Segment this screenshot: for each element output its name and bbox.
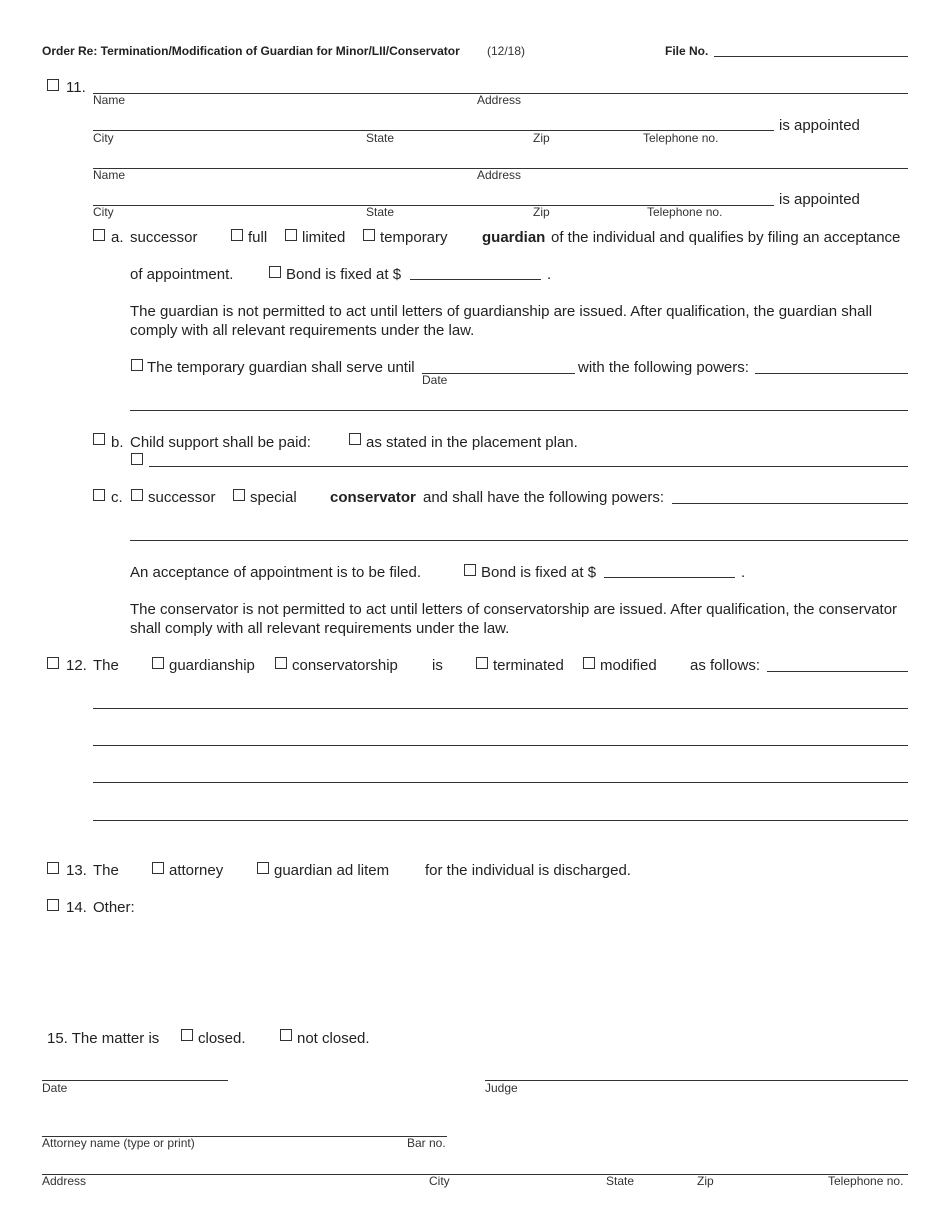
- item-11b-checkbox[interactable]: [93, 433, 105, 445]
- as-follows-field-line2[interactable]: [93, 708, 908, 709]
- child-support-text: Child support shall be paid:: [130, 434, 311, 451]
- modified-checkbox[interactable]: [583, 657, 595, 669]
- conservator-powers-text: and shall have the following powers:: [423, 489, 664, 506]
- item-11b-letter: b.: [111, 434, 124, 451]
- powers-field-line2[interactable]: [130, 410, 908, 411]
- item-14-checkbox[interactable]: [47, 899, 59, 911]
- guardian-ad-litem-checkbox[interactable]: [257, 862, 269, 874]
- attorney-address-field[interactable]: [42, 1174, 908, 1175]
- as-follows-field-line3[interactable]: [93, 745, 908, 746]
- form-date: (12/18): [487, 44, 526, 58]
- city-label: City: [93, 131, 114, 145]
- guardian-notice-line2: comply with all relevant requirements under the law.: [130, 322, 475, 339]
- of-appointment-text: of appointment.: [130, 266, 234, 283]
- temporary-serve-text: The temporary guardian shall serve until: [147, 359, 415, 376]
- bar-no-label: Bar no.: [407, 1136, 446, 1150]
- state-label: State: [366, 205, 395, 219]
- other-label: Other:: [93, 899, 135, 916]
- guardian-bold: guardian: [482, 229, 546, 246]
- telephone-label: Telephone no.: [647, 205, 723, 219]
- powers-field[interactable]: [755, 373, 908, 374]
- state-label: State: [366, 131, 395, 145]
- bond-checkbox[interactable]: [269, 266, 281, 278]
- temporary-label: temporary: [380, 229, 448, 246]
- placement-plan-label: as stated in the placement plan.: [366, 434, 578, 451]
- special-label: special: [250, 489, 297, 506]
- item-12-number: 12.: [66, 657, 87, 674]
- attorney-label: attorney: [169, 862, 224, 879]
- address-label: Address: [477, 93, 522, 107]
- item-11a-checkbox[interactable]: [93, 229, 105, 241]
- bond-period: .: [547, 266, 552, 283]
- date-label: Date: [422, 373, 448, 387]
- address-label: Address: [477, 168, 522, 182]
- terminated-checkbox[interactable]: [476, 657, 488, 669]
- form-title: Order Re: Termination/Modification of Guardian for Minor/LII/Conservator: [42, 44, 460, 58]
- judge-signature-field[interactable]: [485, 1080, 908, 1081]
- conservator-powers-field-line2[interactable]: [130, 540, 908, 541]
- zip-label: Zip: [697, 1174, 714, 1188]
- item-13-number: 13.: [66, 862, 87, 879]
- as-follows-field-line4[interactable]: [93, 782, 908, 783]
- city-label: City: [93, 205, 114, 219]
- item-11a-letter: a.: [111, 229, 124, 246]
- conservator-powers-field[interactable]: [672, 503, 908, 504]
- conservator-bold: conservator: [330, 489, 416, 506]
- telephone-label: Telephone no.: [828, 1174, 904, 1188]
- terminated-label: terminated: [493, 657, 564, 674]
- item-11-number: 11.: [66, 79, 86, 96]
- date-field[interactable]: [42, 1080, 228, 1081]
- child-support-other-field[interactable]: [149, 466, 908, 467]
- conservator-bond-period: .: [741, 564, 746, 581]
- successor-label: successor: [130, 229, 198, 246]
- item-12-is: is: [432, 657, 443, 674]
- is-appointed-text: is appointed: [779, 117, 860, 134]
- conservatorship-checkbox[interactable]: [275, 657, 287, 669]
- name-label: Name: [93, 93, 126, 107]
- as-follows-field-line5[interactable]: [93, 820, 908, 821]
- file-no-field[interactable]: [714, 56, 908, 57]
- limited-label: limited: [302, 229, 346, 246]
- full-label: full: [248, 229, 268, 246]
- closed-checkbox[interactable]: [181, 1029, 193, 1041]
- child-support-other-checkbox[interactable]: [131, 453, 143, 465]
- date-label: Date: [42, 1081, 68, 1095]
- not-closed-checkbox[interactable]: [280, 1029, 292, 1041]
- zip-label: Zip: [533, 131, 550, 145]
- item-11c-checkbox[interactable]: [93, 489, 105, 501]
- modified-label: modified: [600, 657, 657, 674]
- temporary-checkbox[interactable]: [363, 229, 375, 241]
- judge-label: Judge: [485, 1081, 518, 1095]
- name-label: Name: [93, 168, 126, 182]
- item-15-text: 15. The matter is: [47, 1030, 160, 1047]
- as-follows-text: as follows:: [690, 657, 761, 674]
- conservator-bond-checkbox[interactable]: [464, 564, 476, 576]
- guardian-text: of the individual and qualifies by filing an acceptance: [551, 229, 901, 246]
- item-12-the: The: [93, 657, 119, 674]
- conservator-notice-line1: The conservator is not permitted to act until letters of conservatorship are issued. After qualification, the conservator: [130, 601, 898, 618]
- address-label: Address: [42, 1174, 87, 1188]
- guardianship-label: guardianship: [169, 657, 255, 674]
- discharged-text: for the individual is discharged.: [425, 862, 631, 879]
- telephone-label: Telephone no.: [643, 131, 719, 145]
- not-closed-label: not closed.: [297, 1030, 370, 1047]
- successor-conservator-label: successor: [148, 489, 216, 506]
- zip-label: Zip: [533, 205, 550, 219]
- guardian-ad-litem-label: guardian ad litem: [274, 862, 390, 879]
- item-12-checkbox[interactable]: [47, 657, 59, 669]
- guardian-notice-line1: The guardian is not permitted to act until letters of guardianship are issued. After qualification, the guardian shall: [130, 303, 873, 320]
- conservator-notice-line2: shall comply with all relevant requirements under the law.: [130, 620, 510, 637]
- full-checkbox[interactable]: [231, 229, 243, 241]
- item-11c-letter: c.: [111, 489, 123, 506]
- as-follows-field[interactable]: [767, 671, 908, 672]
- item-13-checkbox[interactable]: [47, 862, 59, 874]
- item-11-checkbox[interactable]: [47, 79, 59, 91]
- placement-plan-checkbox[interactable]: [349, 433, 361, 445]
- closed-label: closed.: [198, 1030, 246, 1047]
- acceptance-text: An acceptance of appointment is to be filed.: [130, 564, 422, 581]
- attorney-checkbox[interactable]: [152, 862, 164, 874]
- item-14-number: 14.: [66, 899, 87, 916]
- special-checkbox[interactable]: [233, 489, 245, 501]
- powers-text: with the following powers:: [578, 359, 749, 376]
- guardianship-checkbox[interactable]: [152, 657, 164, 669]
- limited-checkbox[interactable]: [285, 229, 297, 241]
- state-label: State: [606, 1174, 635, 1188]
- conservator-bond-amount-field[interactable]: [604, 577, 735, 578]
- item-13-the: The: [93, 862, 119, 879]
- city-label: City: [429, 1174, 450, 1188]
- successor-conservator-checkbox[interactable]: [131, 489, 143, 501]
- temporary-serve-checkbox[interactable]: [131, 359, 143, 371]
- is-appointed-text: is appointed: [779, 191, 860, 208]
- file-no-label: File No.: [665, 44, 709, 58]
- conservatorship-label: conservatorship: [292, 657, 398, 674]
- attorney-name-label: Attorney name (type or print): [42, 1136, 195, 1150]
- conservator-bond-label: Bond is fixed at $: [481, 564, 597, 581]
- bond-amount-field[interactable]: [410, 279, 541, 280]
- bond-label: Bond is fixed at $: [286, 266, 402, 283]
